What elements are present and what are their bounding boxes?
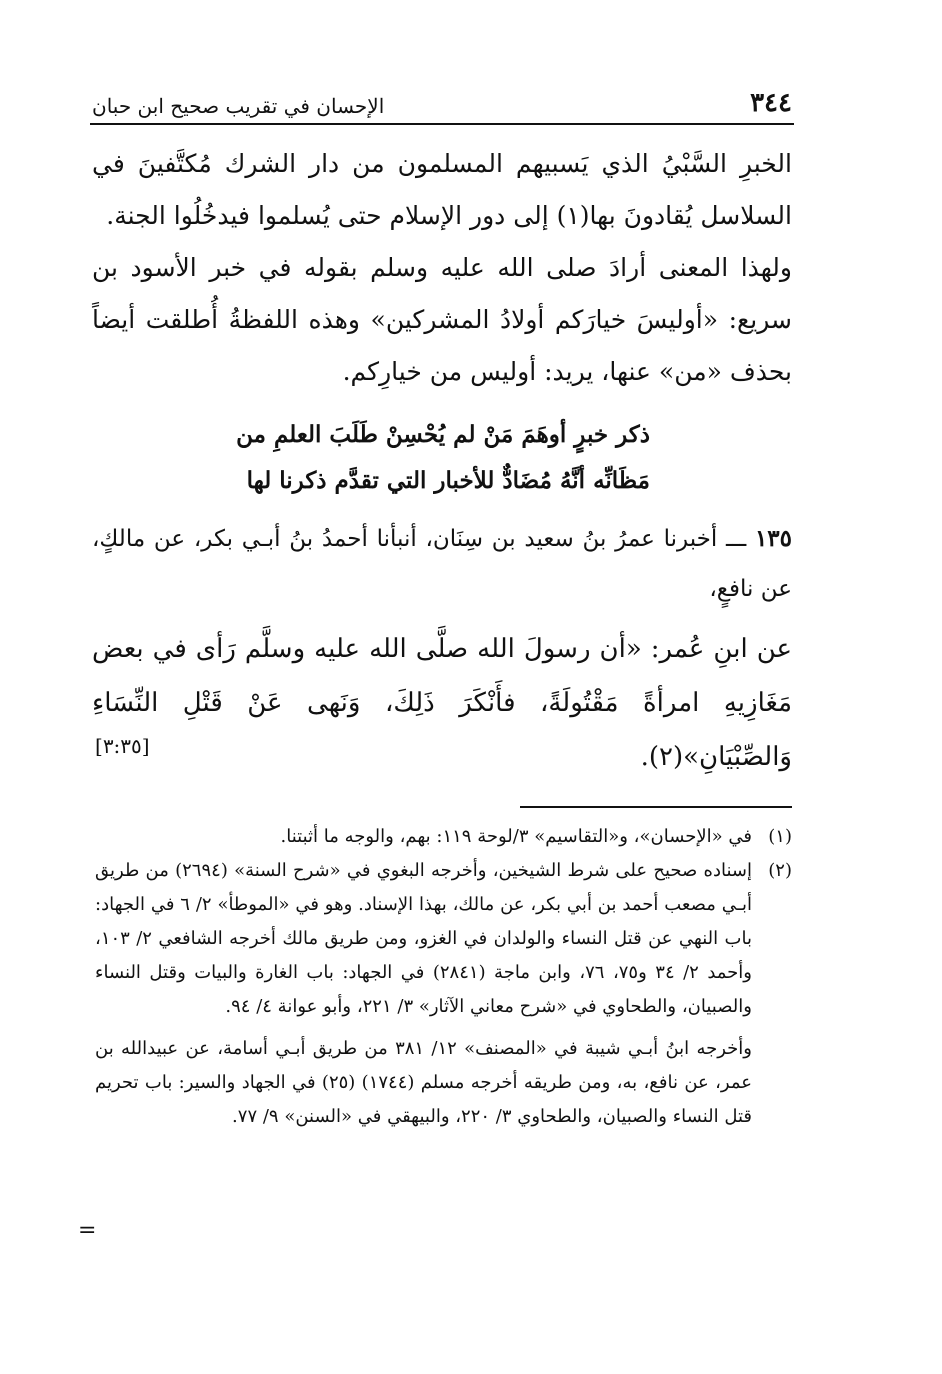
main-text <box>92 138 792 398</box>
paragraph-1: الخبرِ السَّبْيُ الذي يَسبيهم المسلمون من دار الشرك مُكتَّفينَ في السلاسل يُقادونَ بها(١) إلى دور الإسلام حتى يُسلموا فيدخُلُوا الجنة. <box>92 149 792 230</box>
hadith-dash: ـــ <box>717 526 755 552</box>
hadith-matn-text: عن ابنِ عُمر: «أن رسولَ الله صلَّى الله عليه وسلَّم رَأى في بعض مَغَازِيهِ امرأةً مَقْتُولَةً، فأَنْكَرَ ذَلِكَ، وَنَهى عَنْ قَتْلِ النِّسَاءِ وَالصِّبْيَانِ»(٢). <box>92 634 792 772</box>
hadith-matn <box>92 622 792 784</box>
footnote-2 <box>95 854 792 1024</box>
footnote-1 <box>95 820 792 854</box>
paragraph-2: ولهذا المعنى أرادَ صلى الله عليه وسلم بقوله في خبر الأسود بن سريع: «أوليسَ خيارَكم أولادُ المشركين» وهذه اللفظةُ أُطلقت أيضاً بحذف «من» عنها، يريد: أوليس من خيارِكم. <box>92 253 792 386</box>
footnote-1-text: في «الإحسان»، و«التقاسيم» ٣/لوحة ١١٩: بهم، والوجه ما أثبتنا. <box>280 826 752 847</box>
footnote-2-continuation-text: وأخرجه ابنُ أبـي شيبة في «المصنف» ١٢/ ٣٨١ من طريق أبـي أسامة، عن عبيدالله بن عمر، عن نافع، به، ومن طريقه أخرجه مسلم (١٧٤٤) (٢٥) في الجهاد والسير: باب تحريم قتل النساء والصبيان، والطحاوي ٣/ ٢٢٠، والبيهقي في «السنن» ٩/ ٧٧. <box>95 1038 753 1127</box>
hadith-number: ١٣٥ <box>754 525 792 552</box>
footnote-2-number: (٢) <box>768 860 792 881</box>
heading-line-2: مَظَانِّه أنَّهُ مُضَادٌّ للأخبار التي تقدَّم ذكرنا لها <box>246 467 650 494</box>
footnote-2-text: إسناده صحيح على شرط الشيخين، وأخرجه البغوي في «شرح السنة» (٢٦٩٤) من طريق أبـي مصعب أحمد بن أبي بكر، عن مالك، بهذا الإسناد. وهو في «الموطأ» ٢/ ٦ في الجهاد: باب النهي عن قتل النساء والولدان في الغزو، ومن طريق مالك أخرجه الشافعي ٢/ ١٠٣، وأحمد ٢/ ٣٤ و٧٥، ٧٦، وابن ماجة (٢٨٤١) في الجهاد: باب الغارة والبيات وقتل النساء والصبيان، والطحاوي في «شرح معاني الآثار» ٣/ ٢٢١، وأبو عوانة ٤/ ٩٤. <box>95 860 752 1017</box>
continuation-mark: = <box>78 1218 97 1243</box>
page-number: ٣٤٤ <box>750 88 792 118</box>
page-header <box>92 78 792 118</box>
heading-line-1: ذكر خبرٍ أوهَمَ مَنْ لم يُحْسِنْ طَلَبَ العلمِ من <box>236 421 650 448</box>
footnote-rule <box>520 806 792 808</box>
footnote-1-number: (١) <box>768 826 792 847</box>
hadith-isnad <box>92 514 792 614</box>
footnote-2-continuation <box>95 1032 792 1134</box>
chapter-heading <box>230 412 650 504</box>
header-rule <box>90 123 794 125</box>
hadith-reference: [٣:٣٥] <box>95 734 150 758</box>
hadith-isnad-text: أخبرنا عمرُ بنُ سعيد بن سِنَان، أنبأنا أحمدُ بنُ أبـي بكر، عن مالكٍ، عن نافعٍ، <box>92 526 792 602</box>
footnotes <box>95 820 792 1134</box>
running-title: الإحسان في تقريب صحيح ابن حبان <box>92 94 385 118</box>
